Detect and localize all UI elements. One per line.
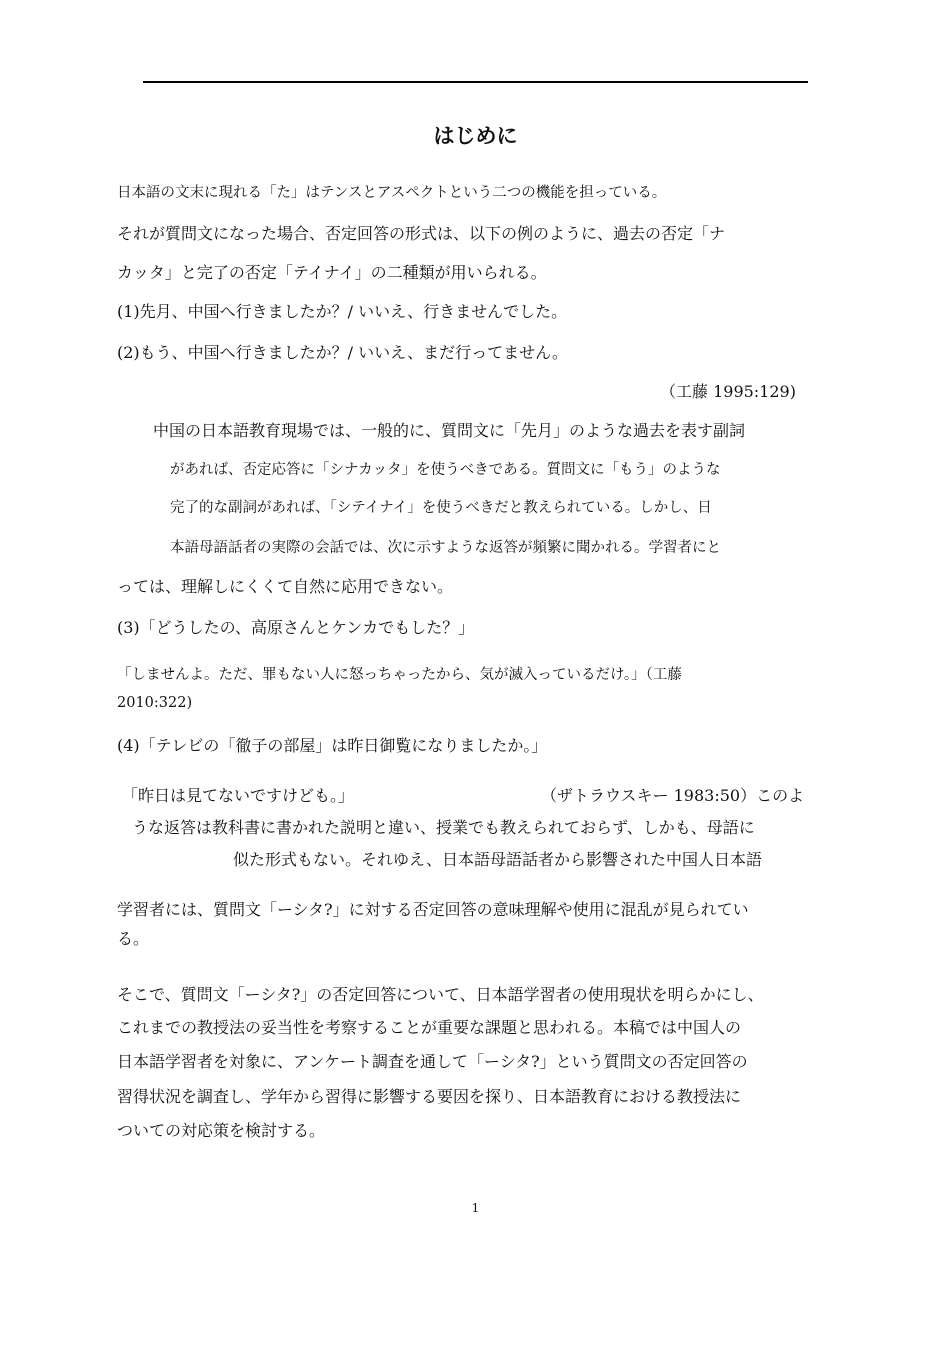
page-number: 1 [471,1201,480,1215]
text-line: があれば、否定応答に「シナカッタ」を使うべきである。質問文に「もう」のような [170,462,721,478]
text-line: 習得状況を調査し、学年から習得に影響する要因を探り、日本語教育における教授法に [117,1087,742,1106]
text-line: 本語母語話者の実際の会話では、次に示すような返答が頻繁に聞かれる。学習者にと [170,540,721,556]
text-line: (3)「どうしたの、高原さんとケンカでもした？」 [117,618,475,637]
text-line: (4)「テレビの「徹子の部屋」は昨日御覧になりましたか。」 [117,736,548,755]
text-line: それが質問文になった場合、否定回答の形式は、以下の例のように、過去の否定「ナ [117,224,726,243]
text-line: る。 [117,929,150,948]
text-line: 「しませんよ。ただ、罪もない人に怒っちゃったから、気が滅入っているだけ。」（工藤 [117,667,682,683]
text-line: ついての対応策を検討する。 [117,1121,326,1140]
page-title: はじめに [433,124,518,148]
text-line: 似た形式もない。それゆえ、日本語母語話者から影響された中国人日本語 [233,850,762,869]
header-rule [143,81,808,83]
text-line: カッタ」と完了の否定「テイナイ」の二種類が用いられる。 [117,263,547,282]
text-line: 学習者には、質問文「ーシタ?」に対する否定回答の意味理解や使用に混乱が見られてい [117,900,749,919]
text-line: そこで、質問文「ーシタ?」の否定回答について、日本語学習者の使用現状を明らかにし、 [117,985,764,1004]
citation: （ザトラウスキー 1983:50）このよ [541,786,805,805]
citation: （工藤 1995:129) [660,382,796,401]
text-line: っては、理解しにくくて自然に応用できない。 [117,577,454,596]
text-line: (1)先月、中国へ行きましたか？/ いいえ、行きませんでした。 [117,302,568,321]
text-line: 完了的な副詞があれば、「シテイナイ」を使うべきだと教えられている。しかし、日 [170,500,712,516]
text-line: (2)もう、中国へ行きましたか？/ いいえ、まだ行ってません。 [117,343,569,362]
text-line: うな返答は教科書に書かれた説明と違い、授業でも教えられておらず、しかも、母語に [132,818,755,837]
text-line: 日本語学習者を対象に、アンケート調査を通して「ーシタ?」という質問文の否定回答の [117,1052,748,1071]
text-line: 中国の日本語教育現場では、一般的に、質問文に「先月」のような過去を表す副詞 [153,421,746,440]
citation: 2010:322) [117,695,193,711]
text-line: これまでの教授法の妥当性を考察することが重要な課題と思われる。本稿では中国人の [117,1018,742,1037]
text-line: 「昨日は見てないですけども。」 [122,786,355,805]
text-line: 日本語の文末に現れる「た」はテンスとアスペクトという二つの機能を担っている。 [117,185,667,201]
